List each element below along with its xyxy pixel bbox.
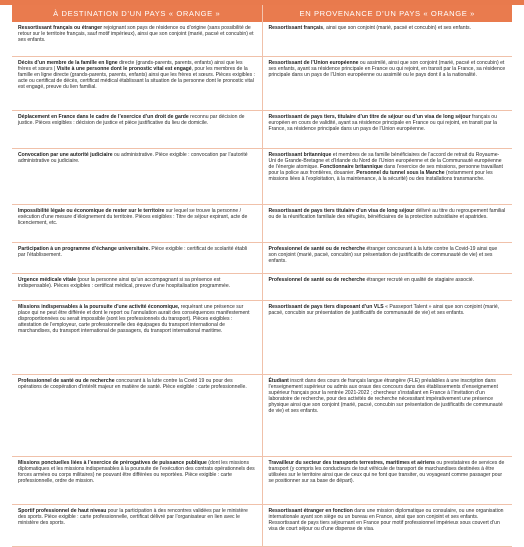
provenance-cell: [262, 504, 512, 546]
body-text: ou prestataires de services de transport (y compris les conducteurs de tout véhicule de transport de marchandises destinées à être utilisées sur le territoire ainsi que de ceux qui ne font que transiter, ou voyageant comme passager pour se positionner sur sa base de départ).: [268, 459, 505, 484]
body-text: « Passeport Talent » ainsi que son conjoint (marié, pacsé, concubin sur présentation de justificatifs de communauté de vie) et ses enfants.: [268, 303, 500, 316]
bold-text: Missions indispensables à la poursuite d’une activité économique,: [18, 303, 180, 310]
bold-text: Professionnel de santé ou de recherche: [18, 377, 115, 384]
bold-text: Urgence médicale vitale: [18, 276, 77, 283]
provenance-cell: [262, 242, 512, 273]
body-text: concourant à la lutte contre la Covid 19 ou pour des opérations de coopération d’intérêt majeur en matière de santé. Pièce exigible : carte professionnelle.: [18, 377, 247, 390]
body-text: rejoignant son pays de résidence ou d’origine (sans possibilité de retour sur le territoire français, sauf motif impérieux), ainsi que son conjoint (marié, pacsé et concubin) et ses enfants.: [18, 25, 254, 44]
cell-text: [269, 460, 507, 484]
cell-text: [18, 508, 256, 526]
cell-text: [18, 246, 256, 258]
bold-text: Ressortissant de pays tiers, titulaire d’un titre de séjour ou d’un visa de long séjour: [268, 113, 471, 120]
destination-cell: [12, 148, 262, 204]
body-text: requérant une présence sur place qui ne peut être différée et dont le report ou l’annulation aurait des conséquences manifestement disproportionnées ou serait impossible (sont les professionnels du transport). Pièces exigibles : attestation de l’employeur, carte professionnelle des équipages du transport international de marchandises, du transport international de passagers, du transport international maritime.: [18, 303, 250, 334]
table-row: [12, 456, 512, 504]
provenance-cell: [262, 374, 512, 456]
bold-text: Visite à une personne dont le pronostic vital est engagé: [56, 65, 192, 72]
body-text: ou administrative. Pièce exigible : convocation par l’autorité administrative ou judiciaire.: [18, 151, 248, 164]
header-destination: À DESTINATION D’UN PAYS « ORANGE »: [12, 5, 262, 22]
table-row: [12, 273, 512, 300]
body-text: inscrit dans des cours de français langue étrangère (FLE) préalables à une inscription dans l’enseignement supérieur ou admis aux oraux des concours dans des établissements d’enseignement supérieur français pour la rentrée 2021-2022 ; chercheur s’installant en France à l’invitation d’un laboratoire de recherche, pour des activités de recherche nécessitant impérativement une présence physique ainsi que son conjoint (marié, pacsé, concubin sur présentation de justificatifs de communauté de vie) et ses enfants.: [268, 377, 503, 414]
body-text: , ainsi que son conjoint (marié, pacsé et concubin) et ses enfants.: [323, 25, 471, 31]
bold-text: Ressortissant de l’Union européenne: [268, 59, 359, 66]
cell-text: [269, 304, 507, 316]
bold-text: Missions ponctuelles liées à l’exercice de prérogatives de puissance publique: [18, 459, 207, 466]
bold-text: Ressortissant français: [268, 25, 324, 31]
cell-text: [269, 60, 507, 78]
body-text: étranger recruté en qualité de stagiaire associé.: [365, 276, 475, 283]
bold-text: Décès d’un membre de la famille en ligne: [18, 59, 118, 66]
table-row: [12, 148, 512, 204]
bold-text: Personnel du tunnel sous la Manche: [356, 169, 445, 176]
cell-text: [18, 60, 256, 90]
destination-cell: [12, 242, 262, 273]
table-row: [12, 300, 512, 374]
body-text: (dont les missions diplomatiques et les missions indispensables à la poursuite de l’exécution des contrats opérationnels des forces armées ou corps militaires) ne pouvant être différées ou reportées. Pièce exigible : carte professionnelle, ordre de mission.: [18, 459, 255, 484]
body-text: étranger concourant à la lutte contre la Covid-19 ainsi que son conjoint (marié, pacsé, concubin) sur présentation de justificatifs de communauté de vie) et ses enfants.: [268, 245, 498, 264]
bold-text: Ressortissant de pays tiers titulaire d’un visa de long séjour: [268, 207, 415, 214]
body-text: ou assimilé, ainsi que son conjoint (marié, pacsé et concubin) et ses enfants, ayant sa résidence principale en France ou qui rejoint, en transit par la France, sa résidence principale dans un pays de l’Union européenne ou assimilé ou le pays dont il a la nationalité.: [268, 59, 506, 78]
bold-text: Travailleur du secteur des transports terrestres, maritimes et aériens: [268, 459, 435, 466]
destination-cell: [12, 56, 262, 110]
destination-cell: [12, 374, 262, 456]
cell-text: [269, 114, 507, 132]
body-text: français ou européen en cours de validité, ayant sa résidence principale en France ou qui rejoint, en transit par la France, sa résidence principale dans un pays de l’Union européenne.: [268, 113, 498, 132]
provenance-cell: [262, 300, 512, 374]
cell-text: [18, 277, 256, 289]
provenance-cell: [262, 204, 512, 242]
body-text: dans l’exercice de ses missions, personne travaillant pour la police aux frontières, douanier.: [268, 163, 503, 176]
header-provenance: EN PROVENANCE D’UN PAYS « ORANGE »: [262, 5, 512, 22]
provenance-cell: [262, 148, 512, 204]
table-row: [12, 374, 512, 456]
criteria-table: [12, 5, 512, 547]
destination-cell: [12, 300, 262, 374]
body-text: directe (grands-parents, parents, enfants) ainsi que les frères et sœurs |: [18, 59, 243, 72]
cell-text: [18, 25, 256, 43]
cell-text: [269, 208, 507, 220]
bold-text: Étudiant: [268, 377, 289, 384]
body-text: , pour les membres de la famille en ligne directe (grands-parents, parents, enfants) ainsi que les frères et sœurs. Pièces exigibles : acte ou certificat de décès, certificat médical établissant la situation de la personne dont le pronostic vital est engagé, preuve du lien familial.: [18, 65, 255, 90]
cell-text: [18, 208, 256, 226]
cell-text: [269, 508, 507, 532]
bold-text: Ressortissant britannique: [268, 151, 332, 158]
body-text: sur lequel se trouve la personne / exécution d’une mesure d’éloignement du territoire. Pièces exigibles : Titre de séjour expirant, acte de licenciement, etc.: [18, 207, 248, 226]
bold-text: Convocation par une autorité judiciaire: [18, 151, 113, 158]
body-text: dans une mission diplomatique ou consulaire, ou une organisation internationale ayant son siège ou un bureau en France, ainsi que son conjoint et ses enfants. Ressortissant de pays tiers séjournant en France pour motif professionnel impérieux sous couvert d’un visa de court séjour ou d’une dispense de visa.: [268, 507, 504, 532]
body-text: pour la participation à des rencontres validées par le ministère des sports. Pièce exigible : carte professionnelle, certificat délivré par l’organisateur en lien avec le ministère des sports.: [18, 507, 248, 526]
cell-text: [18, 152, 256, 164]
table-row: [12, 110, 512, 148]
cell-text: [269, 246, 507, 264]
bold-text: Fonctionnaire britannique: [320, 163, 383, 170]
table-row: [12, 242, 512, 273]
cell-text: [18, 304, 256, 334]
table-row: [12, 504, 512, 546]
bold-text: Ressortissant de pays tiers disposant d’un VLS: [268, 303, 384, 310]
table-row: [12, 22, 512, 56]
bold-text: Professionnel de santé ou de recherche: [268, 276, 366, 283]
body-text: et membres de sa famille bénéficiaires de l’accord de retrait du Royaume-Uni de Grande-Bretagne et d’Irlande du Nord de l’Union européenne et de la Communauté européenne de l’énergie atomique.: [268, 151, 502, 170]
bold-text: Professionnel de santé ou de recherche: [268, 245, 366, 252]
bold-text: Déplacement en France dans le cadre de l’exercice d’un droit de garde: [18, 113, 189, 120]
body-text: Pièce exigible : certificat de scolarité établi par l’établissement.: [18, 245, 248, 258]
destination-cell: [12, 22, 262, 56]
table-row: [12, 204, 512, 242]
destination-cell: [12, 204, 262, 242]
bold-text: Impossibilité légale ou économique de rester sur le territoire: [18, 207, 165, 214]
cell-text: [18, 114, 256, 126]
cell-text: [18, 460, 256, 484]
provenance-cell: [262, 110, 512, 148]
bold-text: Ressortissant étranger en fonction: [268, 507, 353, 514]
body-text: reconnu par décision de justice. Pièces exigibles : décision de justice et pièce justificative du lieu de domicile.: [18, 113, 245, 126]
cell-text: [269, 152, 507, 182]
provenance-cell: [262, 56, 512, 110]
cell-text: [269, 277, 507, 283]
table-row: [12, 56, 512, 110]
body-text: (notamment pour les missions liées à l’exploitation, à la maintenance, à la sécurité) ou des installations transmanche.: [268, 169, 493, 182]
bold-text: Ressortissant français ou étranger: [18, 25, 103, 31]
bold-text: Participation à un programme d’échange universitaire.: [18, 245, 150, 252]
destination-cell: [12, 273, 262, 300]
provenance-cell: [262, 273, 512, 300]
bold-text: Sportif professionnel de haut niveau: [18, 507, 107, 514]
body-text: (pour la personne ainsi qu’un accompagnant si sa présence est indispensable). Pièces exigibles : certificat médical, preuve d’une hospitalisation programmée.: [18, 276, 231, 289]
cell-text: [18, 378, 256, 390]
cell-text: [269, 25, 507, 31]
table-header-row: [12, 5, 512, 22]
destination-cell: [12, 504, 262, 546]
provenance-cell: [262, 456, 512, 504]
body-text: délivré au titre du regroupement familial ou de la réunification familiale des réfugiés, bénéficiaires de la protection subsidiaire et apatrides.: [268, 207, 506, 220]
provenance-cell: [262, 22, 512, 56]
cell-text: [269, 378, 507, 415]
destination-cell: [12, 110, 262, 148]
destination-cell: [12, 456, 262, 504]
